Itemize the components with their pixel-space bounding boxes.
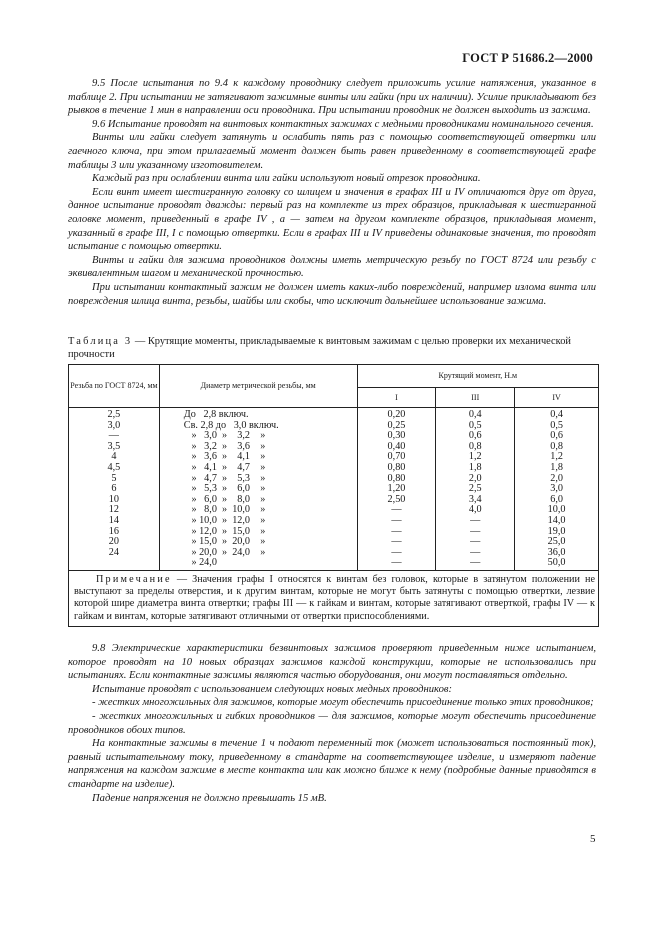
cell-diameter: » 5,3 » 6,0 » [183,483,266,495]
cell-diameter: » 4,7 » 5,3 » [183,472,266,484]
cell-diameter: » 15,0 » 20,0 » [183,536,266,548]
cell-torque-i: — [391,557,402,569]
cell-torque-iii: 4,0 [468,504,482,516]
diameter-column [159,408,357,571]
note-label: Примечание [96,573,172,585]
table-note [69,570,599,626]
cell-thread: 6 [111,483,117,495]
cell-diameter: До 2,8 включ. [183,409,249,420]
paragraph-9-5: 9.5 После испытания по 9.4 к каждому проводнику следует приложить усилие натяжения, указанное в таблице 2. При испытании не затягивают зажимные винты или гайки (при их наличии). Усилие прикладывают без рывков в течение 1 мин в направлении оси проводника. При испытании проводник не должен выходить из зажима. [68,78,596,117]
cell-torque-i: — [391,525,402,537]
cell-thread: 4 [111,451,117,463]
cell-diameter: » 3,2 » 3,6 » [183,440,266,452]
cell-thread: — [108,430,119,442]
cell-thread: 3,0 [107,419,121,431]
paragraph-9-8: 9.8 Электрические характеристики безвинтовых зажимов проверяют приведенным ниже испытанием, которое проводят на 10 новых образцах зажимов каждой конструкции, которые не использовались при испытаниях. Если контактные зажимы являются частью оборудования, они могут поставляться отдельно. [68,643,596,682]
cell-torque-i: — [391,504,402,516]
cell-torque-iii: — [470,525,481,537]
cell-torque-iv: 6,0 [550,493,563,505]
cell-torque-iii: 0,5 [468,419,482,431]
col-header-i: I [357,388,436,408]
cell-torque-i: 0,25 [387,419,406,431]
cell-torque-iv: 14,0 [547,514,566,526]
table-title: — Крутящие моменты, прикладываемые к винтовым зажимам с целью проверки их механической прочности [68,336,571,360]
cell-torque-i: 0,40 [387,440,406,452]
cell-diameter: » 10,0 » 12,0 » [183,514,266,526]
cell-diameter: » 3,6 » 4,1 » [183,451,266,463]
cell-thread [69,558,159,569]
cell-torque-iv: 0,4 [550,409,563,420]
cell-torque-iv: 1,2 [550,451,563,463]
cell-torque-iv: 19,0 [547,525,566,537]
table-caption [68,336,596,361]
col-header-iv: IV [515,388,599,408]
cell-thread: 10 [108,493,119,505]
paragraph-screw-tightening: Винты или гайки следует затянуть и ослабить пять раз с помощью соответствующей отвертки или гаечного ключа, при этом прилагаемый момент должен быть равен приведенному в соответствующей графе таблицы 3 или указанному изготовителем. [68,132,596,171]
cell-torque-iv: 0,5 [550,419,563,431]
paragraph-rigid-conductors: - жестких многожильных для зажимов, которые могут обеспечить присоединение только этих проводников; [92,697,594,709]
cell-thread: 14 [108,514,119,526]
paragraph-hex-head: Если винт имеет шестигранную головку со шлицем и значения в графах III и IV отличаются друг от друга, данное испытание проводят дважды: первый раз на комплекте из трех образцов, прикладывая к шестигранной головке момент, приведенный в графе IV , а — затем на другом комплекте образцов, прикладывая момент, указанный в графе III, I с помощью отвертки. Если в графах III и IV приведены одинаковые значения, то проводят испытание с помощью отвертки. [68,186,596,253]
cell-thread: 12 [108,504,119,516]
table-body [69,408,599,571]
cell-torque-iv: 1,8 [550,461,563,473]
paragraph-no-damage: При испытании контактный зажим не должен иметь каких-либо повреждений, например излома винта или повреждения шлица винта, резьбы, шайбы или скобы, что исключит дальнейшее использование зажима. [68,281,596,307]
paragraph-9-6: 9.6 Испытание проводят на винтовых контактных зажимах с медными проводниками номинального сечения. [92,118,594,130]
cell-torque-iii: 1,8 [468,461,482,473]
cell-torque-i: 0,20 [387,409,406,420]
cell-torque-iii: 3,4 [468,493,482,505]
col-header-thread: Резьба по ГОСТ 8724, мм [69,365,160,408]
paragraph-flexible-conductors: - жестких многожильных и гибких проводников — для зажимов, которые могут обеспечить присоединение проводников обоих типов. [68,710,596,736]
col-header-diameter: Диаметр метрической резьбы, мм [159,365,357,408]
cell-thread: 4,5 [107,461,121,473]
cell-thread: 2,5 [107,409,121,420]
cell-diameter: » 12,0 » 15,0 » [183,525,266,537]
cell-torque-i: — [391,536,402,548]
cell-torque-i: 2,50 [387,493,406,505]
paragraph-metric-thread: Винты и гайки для зажима проводников должны иметь метрическую резьбу по ГОСТ 8724 или резьбу с эквивалентным шагом и механической прочностью. [68,254,596,280]
cell-torque-iv: 25,0 [547,536,566,548]
note-text: — Значения графы I относятся к винтам без головок, которые в затянутом положении не выступают за пределы отверстия, и к другим винтам, которые не могут быть затянуты с помощью отвертки, лезвие которой шире диаметра винта отвертки; графы III — к гайкам и винтам, которые затягивают отверткой, графы IV — к гайкам и винтам, которые затягивают отличными от отвертки приспособлениями. [74,573,596,622]
cell-torque-iii: — [470,514,481,526]
cell-diameter: Св. 2,8 до 3,0 включ. [183,419,279,431]
cell-torque-i: 0,80 [387,472,406,484]
page-number: 5 [590,833,596,845]
cell-torque-iii: 0,4 [468,409,482,420]
cell-torque-iii: — [470,546,481,558]
cell-torque-iii: 0,6 [468,430,482,442]
cell-torque-iv: 2,0 [550,472,563,484]
paragraph-new-conductor: Каждый раз при ослаблении винта или гайки используют новый отрезок проводника. [92,173,481,185]
cell-torque-i: 1,20 [387,483,406,495]
cell-torque-iii: — [470,536,481,548]
cell-thread: 24 [108,546,119,558]
cell-torque-iii: — [470,557,481,569]
bottom-text-block [68,642,596,805]
col-header-torque: Крутящий момент, Н.м [357,365,598,388]
cell-torque-iv: 0,8 [550,440,563,452]
cell-diameter: » 6,0 » 8,0 » [183,493,266,505]
torque-iv-column [515,408,599,571]
cell-torque-iv: 3,0 [550,483,563,495]
torque-table [68,364,599,627]
cell-torque-i: 0,30 [387,430,406,442]
paragraph-voltage-drop: Падение напряжения не должно превышать 15 мВ. [92,792,327,804]
paragraph-current-test: На контактные зажимы в течение 1 ч подают переменный ток (может использоваться постоянный ток), равный испытательному току, приведенному в стандарте на соответствующее изделие, и измеряют падение напряжения на каждом зажиме в месте контакта или как можно ближе к нему (подробные данные приводятся в стандарте на изделие). [68,738,596,790]
cell-torque-iv: 50,0 [547,557,566,569]
cell-torque-i: — [391,514,402,526]
cell-thread: 5 [111,472,117,484]
cell-torque-iii: 2,0 [468,472,482,484]
col-header-iii: III [436,388,515,408]
cell-torque-i: — [391,546,402,558]
top-text-block [68,77,596,308]
cell-torque-iv: 36,0 [547,546,566,558]
cell-diameter: » 4,1 » 4,7 » [183,461,266,473]
cell-torque-iii: 2,5 [468,483,482,495]
cell-torque-i: 0,70 [387,451,406,463]
document-header: ГОСТ Р 51686.2—2000 [462,51,593,65]
cell-diameter: » 3,0 » 3,2 » [183,430,266,442]
cell-torque-iv: 0,6 [550,430,563,442]
cell-torque-iii: 0,8 [468,440,482,452]
cell-torque-iv: 10,0 [547,504,566,516]
cell-thread: 3,5 [107,440,121,452]
cell-diameter: » 20,0 » 24,0 » [183,546,266,558]
cell-torque-i: 0,80 [387,461,406,473]
torque-i-column [357,408,436,571]
cell-thread: 20 [108,536,119,548]
table-label: Таблица 3 [68,336,133,347]
cell-diameter: » 8,0 » 10,0 » [183,504,266,516]
thread-column [69,408,160,571]
cell-thread: 16 [108,525,119,537]
paragraph-conductors-intro: Испытание проводят с использованием следующих новых медных проводников: [92,683,452,695]
torque-iii-column [436,408,515,571]
cell-torque-iii: 1,2 [468,451,482,463]
cell-diameter: » 24,0 [183,557,217,569]
